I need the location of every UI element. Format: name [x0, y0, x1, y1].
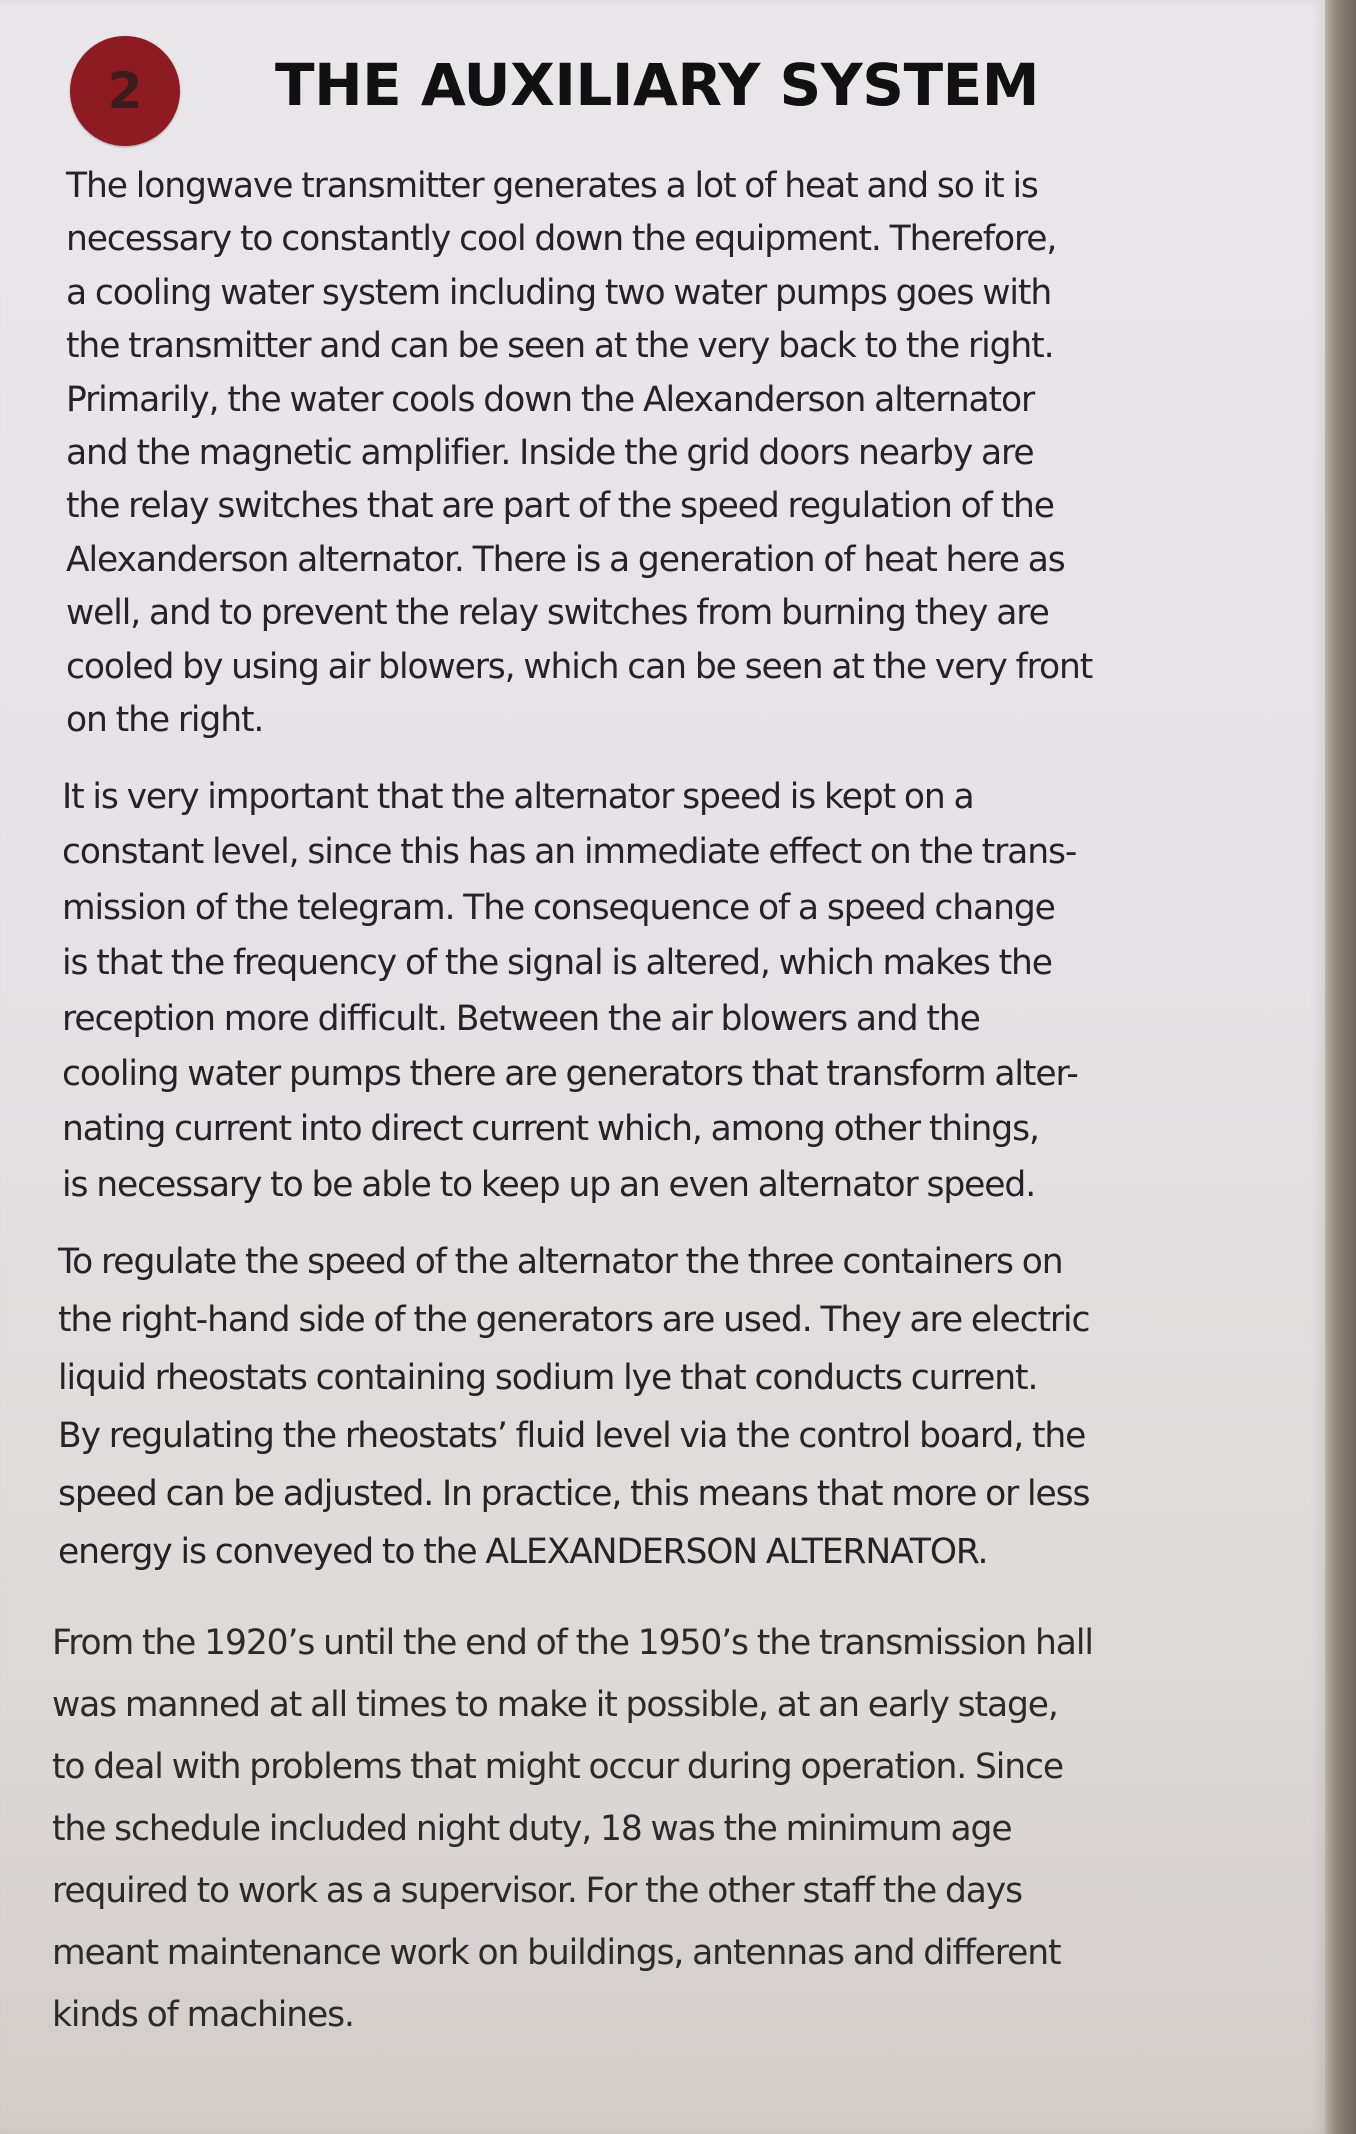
paragraph-cooling-system [66, 160, 1092, 747]
paragraph-alternator-speed [62, 770, 1078, 1213]
paragraph-staffing-history [52, 1612, 1093, 2046]
text-line: By regulating the rheostats’ fluid level via the control board, the [58, 1416, 1086, 1456]
text-line: kinds of machines. [52, 1995, 354, 2035]
text-line: on the right. [66, 699, 264, 740]
text-line: and the magnetic amplifier. Inside the grid doors nearby are [66, 432, 1034, 473]
text-line: It is very important that the alternator speed is kept on a [62, 777, 974, 817]
sign-title: THE AUXILIARY SYSTEM [275, 51, 1039, 119]
text-line: cooled by using air blowers, which can be seen at the very front [66, 646, 1093, 687]
text-line: energy is conveyed to the ALEXANDERSON ALTERNATOR. [58, 1532, 988, 1572]
text-line: the transmitter and can be seen at the very back to the right. [66, 326, 1054, 367]
text-line: The longwave transmitter generates a lot of heat and so it is [66, 166, 1038, 206]
text-line: a cooling water system including two water pumps goes with [66, 272, 1052, 313]
sign-frame-edge [1325, 0, 1356, 2134]
sign-header [70, 36, 1250, 146]
paragraph-rheostats [58, 1233, 1089, 1581]
text-line: liquid rheostats containing sodium lye that conducts current. [58, 1358, 1038, 1398]
text-line: constant level, since this has an immediate effect on the trans- [62, 832, 1077, 873]
text-line: meant maintenance work on buildings, antennas and different [52, 1933, 1061, 1973]
text-line: To regulate the speed of the alternator the three containers on [58, 1242, 1063, 1282]
text-line: required to work as a supervisor. For the other staff the days [52, 1871, 1023, 1911]
text-line: is necessary to be able to keep up an even alternator speed. [62, 1164, 1036, 1205]
text-line: the schedule included night duty, 18 was the minimum age [52, 1809, 1012, 1849]
text-line: Primarily, the water cools down the Alexanderson alternator [66, 379, 1035, 420]
text-line: to deal with problems that might occur during operation. Since [52, 1747, 1063, 1787]
text-line: cooling water pumps there are generators that transform alter- [62, 1053, 1078, 1094]
text-line: was manned at all times to make it possible, at an early stage, [52, 1685, 1058, 1725]
section-number: 2 [107, 62, 143, 120]
text-line: is that the frequency of the signal is altered, which makes the [62, 943, 1052, 984]
text-line: Alexanderson alternator. There is a generation of heat here as [66, 539, 1065, 580]
text-line: well, and to prevent the relay switches from burning they are [66, 593, 1049, 634]
text-line: speed can be adjusted. In practice, this means that more or less [58, 1474, 1090, 1514]
text-line: the relay switches that are part of the speed regulation of the [66, 486, 1054, 527]
text-line: nating current into direct current which, among other things, [62, 1109, 1039, 1150]
text-line: necessary to constantly cool down the equipment. Therefore, [66, 219, 1057, 260]
text-line: the right-hand side of the generators are used. They are electric [58, 1300, 1090, 1340]
text-line: From the 1920’s until the end of the 1950’s the transmission hall [52, 1623, 1093, 1663]
text-line: reception more difficult. Between the air blowers and the [62, 998, 980, 1039]
text-line: mission of the telegram. The consequence of a speed change [62, 887, 1055, 928]
